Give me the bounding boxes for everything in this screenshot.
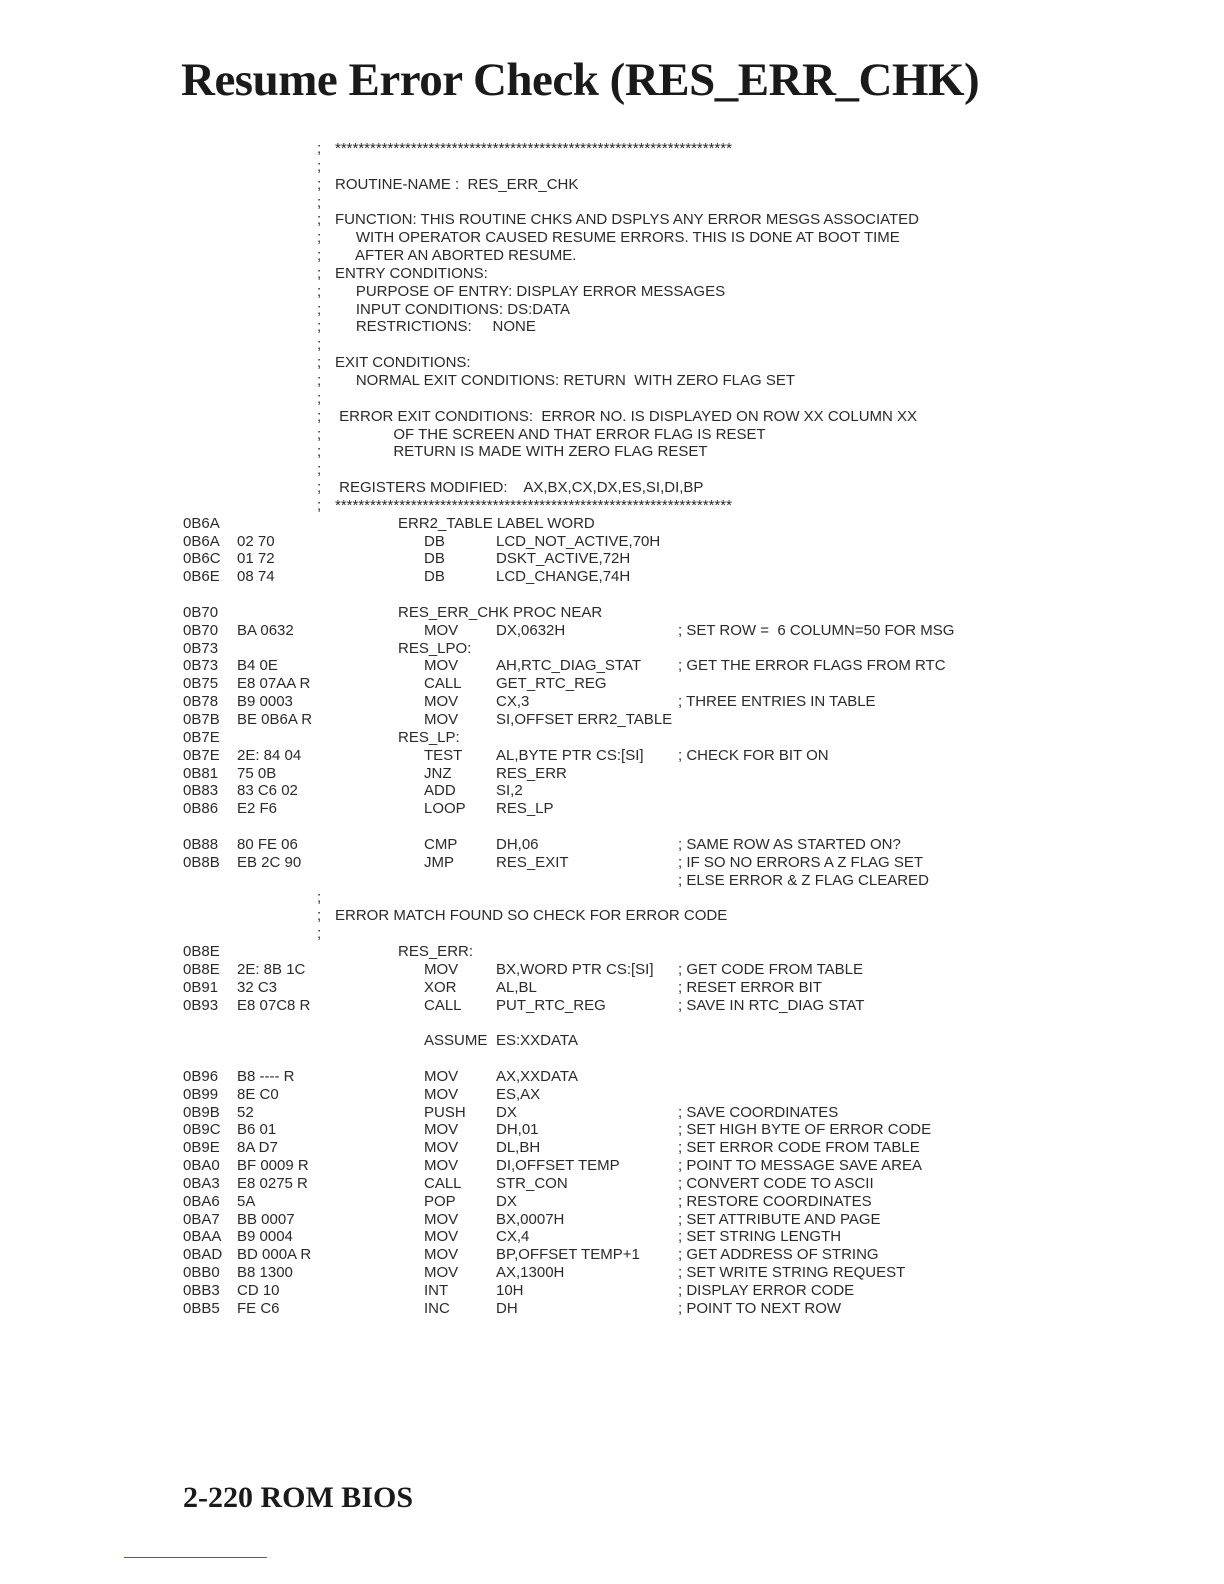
operand: DX — [496, 1103, 517, 1121]
mnemonic: JMP — [424, 853, 454, 871]
listing-line — [0, 1121, 1224, 1139]
listing-line — [0, 961, 1224, 979]
mnemonic: MOV — [424, 1067, 459, 1085]
object-code: EB 2C 90 — [237, 853, 302, 871]
object-code: 52 — [237, 1103, 254, 1121]
comment-marker: ; — [317, 193, 322, 211]
object-code: E8 07C8 R — [237, 996, 311, 1014]
address: 0B81 — [183, 764, 219, 782]
listing-line — [0, 1014, 1224, 1032]
inline-comment: ; SET ROW = 6 COLUMN=50 FOR MSG — [678, 621, 955, 639]
address: 0B8E — [183, 942, 220, 960]
mnemonic: MOV — [424, 1264, 459, 1282]
address: 0BAA — [183, 1228, 222, 1246]
object-code: B8 ---- R — [237, 1067, 295, 1085]
object-code: 8A D7 — [237, 1139, 278, 1157]
comment-text: ENTRY CONDITIONS: — [335, 264, 488, 282]
label: ERR2_TABLE LABEL WORD — [398, 514, 595, 532]
address: 0B88 — [183, 835, 219, 853]
object-code: 2E: 8B 1C — [237, 960, 306, 978]
address: 0BB3 — [183, 1282, 220, 1299]
listing-line — [0, 622, 1224, 640]
page-footer: 2-220 ROM BIOS — [183, 1481, 414, 1514]
object-code: BB 0007 — [237, 1210, 295, 1228]
inline-comment: ; CHECK FOR BIT ON — [678, 746, 829, 764]
inline-comment: ; POINT TO MESSAGE SAVE AREA — [678, 1157, 922, 1175]
listing-line — [0, 1032, 1224, 1050]
inline-comment: ; SET WRITE STRING REQUEST — [678, 1264, 906, 1282]
object-code: 08 74 — [237, 568, 275, 586]
inline-comment: ; IF SO NO ERRORS A Z FLAG SET — [678, 853, 924, 871]
comment-marker: ; — [317, 264, 322, 282]
label: RES_LP: — [398, 728, 460, 746]
comment-text: OF THE SCREEN AND THAT ERROR FLAG IS RESET — [335, 425, 766, 443]
operand: LCD_NOT_ACTIVE,70H — [496, 532, 661, 550]
address: 0B9E — [183, 1139, 220, 1157]
label: RES_ERR_CHK PROC NEAR — [398, 603, 603, 621]
listing-line — [0, 1228, 1224, 1246]
mnemonic: LOOP — [424, 800, 466, 818]
address: 0B8B — [183, 853, 220, 871]
operand: CX,4 — [496, 1228, 530, 1246]
listing-line — [0, 1139, 1224, 1157]
operand: RES_ERR — [496, 764, 567, 782]
operand: DX — [496, 1192, 517, 1210]
listing-line — [0, 568, 1224, 586]
inline-comment: ; GET ADDRESS OF STRING — [678, 1246, 879, 1264]
comment-marker: ; — [317, 175, 322, 193]
address: 0B78 — [183, 693, 219, 711]
inline-comment: ; SAME ROW AS STARTED ON? — [678, 835, 901, 853]
object-code: FE C6 — [237, 1299, 280, 1317]
inline-comment: ; GET CODE FROM TABLE — [678, 960, 864, 978]
mnemonic: POP — [424, 1192, 456, 1210]
listing-line — [0, 818, 1224, 836]
address: 0B83 — [183, 782, 219, 800]
mnemonic: DB — [424, 550, 445, 568]
operand: AH,RTC_DIAG_STAT — [496, 657, 642, 675]
page-title: Resume Error Check (RES_ERR_CHK) — [181, 54, 980, 106]
listing-line — [0, 729, 1224, 747]
listing-line — [0, 997, 1224, 1015]
object-code: B6 01 — [237, 1121, 277, 1139]
listing-line — [0, 872, 1224, 890]
address: 0BB5 — [183, 1299, 220, 1317]
assembly-listing — [0, 140, 1224, 1318]
comment-marker: ; — [317, 407, 322, 425]
mnemonic: INT — [424, 1282, 449, 1299]
mnemonic: MOV — [424, 1085, 459, 1103]
inline-comment: ; RESET ERROR BIT — [678, 978, 822, 996]
listing-line — [0, 1175, 1224, 1193]
listing-line — [0, 747, 1224, 765]
listing-line — [0, 301, 1224, 319]
listing-line — [0, 533, 1224, 551]
address: 0BA7 — [183, 1210, 220, 1228]
operand: LCD_CHANGE,74H — [496, 568, 631, 586]
listing-line — [0, 711, 1224, 729]
address: 0B96 — [183, 1067, 219, 1085]
inline-comment: ; POINT TO NEXT ROW — [678, 1299, 842, 1317]
address: 0B91 — [183, 978, 219, 996]
comment-text: PURPOSE OF ENTRY: DISPLAY ERROR MESSAGES — [335, 282, 726, 300]
operand: GET_RTC_REG — [496, 675, 607, 693]
listing-line — [0, 479, 1224, 497]
operand: BX,WORD PTR CS:[SI] — [496, 960, 654, 978]
comment-text: INPUT CONDITIONS: DS:DATA — [335, 300, 571, 318]
listing-line — [0, 194, 1224, 212]
mnemonic: MOV — [424, 711, 459, 728]
mnemonic: CALL — [424, 675, 462, 693]
comment-marker: ; — [317, 479, 322, 497]
inline-comment: ; SET HIGH BYTE OF ERROR CODE — [678, 1121, 932, 1139]
listing-line — [0, 586, 1224, 604]
comment-text: WITH OPERATOR CAUSED RESUME ERRORS. THIS IS DONE AT BOOT TIME — [335, 229, 900, 247]
address: 0B9B — [183, 1103, 220, 1121]
object-code: E8 07AA R — [237, 675, 311, 693]
object-code: 83 C6 02 — [237, 782, 298, 800]
label: RES_LPO: — [398, 639, 472, 657]
object-code: E2 F6 — [237, 800, 278, 818]
listing-line — [0, 693, 1224, 711]
listing-line — [0, 943, 1224, 961]
comment-text: ROUTINE-NAME : RES_ERR_CHK — [335, 175, 579, 193]
listing-line — [0, 979, 1224, 997]
operand: 10H — [496, 1282, 524, 1299]
listing-line — [0, 176, 1224, 194]
listing-line — [0, 318, 1224, 336]
mnemonic: DB — [424, 532, 445, 550]
operand: DI,OFFSET TEMP — [496, 1157, 620, 1175]
mnemonic: MOV — [424, 960, 459, 978]
inline-comment: ; THREE ENTRIES IN TABLE — [678, 693, 876, 711]
inline-comment: ; SAVE COORDINATES — [678, 1103, 839, 1121]
listing-line — [0, 443, 1224, 461]
address: 0B9C — [183, 1121, 221, 1139]
comment-marker: ; — [317, 925, 322, 943]
listing-line — [0, 1282, 1224, 1300]
address: 0B7B — [183, 711, 220, 728]
object-code: 01 72 — [237, 550, 275, 568]
listing-line — [0, 1264, 1224, 1282]
object-code: E8 0275 R — [237, 1174, 308, 1192]
listing-line — [0, 354, 1224, 372]
inline-comment: ; SAVE IN RTC_DIAG STAT — [678, 996, 865, 1014]
listing-line — [0, 1068, 1224, 1086]
inline-comment: ; RESTORE COORDINATES — [678, 1192, 872, 1210]
inline-comment: ; ELSE ERROR & Z FLAG CLEARED — [678, 871, 929, 889]
mnemonic: MOV — [424, 1157, 459, 1175]
comment-text: ******************************************************************** — [335, 140, 732, 157]
comment-text: NORMAL EXIT CONDITIONS: RETURN WITH ZERO FLAG SET — [335, 371, 796, 389]
address: 0B73 — [183, 657, 219, 675]
address: 0B73 — [183, 639, 219, 657]
listing-line — [0, 1211, 1224, 1229]
mnemonic: XOR — [424, 978, 457, 996]
operand: DH,01 — [496, 1121, 539, 1139]
comment-text: RETURN IS MADE WITH ZERO FLAG RESET — [335, 443, 708, 461]
operand: PUT_RTC_REG — [496, 996, 606, 1014]
operand: BX,0007H — [496, 1210, 565, 1228]
address: 0BA0 — [183, 1157, 220, 1175]
comment-text: ERROR EXIT CONDITIONS: ERROR NO. IS DISPLAYED ON ROW XX COLUMN XX — [335, 407, 918, 425]
inline-comment: ; GET THE ERROR FLAGS FROM RTC — [678, 657, 946, 675]
operand: DSKT_ACTIVE,72H — [496, 550, 631, 568]
inline-comment: ; CONVERT CODE TO ASCII — [678, 1174, 874, 1192]
address: 0B70 — [183, 621, 219, 639]
listing-line — [0, 1157, 1224, 1175]
comment-text: FUNCTION: THIS ROUTINE CHKS AND DSPLYS ANY ERROR MESGS ASSOCIATED — [335, 211, 919, 229]
listing-line — [0, 265, 1224, 283]
object-code: B8 1300 — [237, 1264, 293, 1282]
listing-line — [0, 1104, 1224, 1122]
mnemonic: MOV — [424, 657, 459, 675]
mnemonic: MOV — [424, 1121, 459, 1139]
object-code: B9 0004 — [237, 1228, 293, 1246]
listing-line — [0, 889, 1224, 907]
comment-marker: ; — [317, 157, 322, 175]
listing-line — [0, 1193, 1224, 1211]
listing-line — [0, 247, 1224, 265]
inline-comment: ; SET STRING LENGTH — [678, 1228, 842, 1246]
object-code: 32 C3 — [237, 978, 278, 996]
address: 0B75 — [183, 675, 219, 693]
mnemonic: ADD — [424, 782, 456, 800]
operand: STR_CON — [496, 1174, 568, 1192]
listing-line — [0, 372, 1224, 390]
listing-line — [0, 229, 1224, 247]
address: 0B93 — [183, 996, 219, 1014]
listing-line — [0, 211, 1224, 229]
comment-marker: ; — [317, 140, 322, 157]
address: 0BB0 — [183, 1264, 220, 1282]
object-code: B4 0E — [237, 657, 278, 675]
address: 0BAD — [183, 1246, 223, 1264]
operand: ES,AX — [496, 1085, 541, 1103]
footer-rule — [124, 1557, 267, 1558]
listing-line — [0, 158, 1224, 176]
comment-marker: ; — [317, 461, 322, 479]
mnemonic: MOV — [424, 1246, 459, 1264]
operand: AL,BYTE PTR CS:[SI] — [496, 746, 644, 764]
object-code: BF 0009 R — [237, 1157, 309, 1175]
mnemonic: PUSH — [424, 1103, 466, 1121]
object-code: BA 0632 — [237, 621, 294, 639]
listing-line — [0, 907, 1224, 925]
listing-line — [0, 925, 1224, 943]
listing-line — [0, 640, 1224, 658]
comment-text: ERROR MATCH FOUND SO CHECK FOR ERROR CODE — [335, 907, 728, 925]
object-code: B9 0003 — [237, 693, 293, 711]
address: 0B6C — [183, 550, 221, 568]
address: 0B7E — [183, 746, 220, 764]
comment-marker: ; — [317, 907, 322, 925]
comment-text: AFTER AN ABORTED RESUME. — [335, 247, 577, 265]
listing-line — [0, 657, 1224, 675]
listing-line — [0, 336, 1224, 354]
operand: DL,BH — [496, 1139, 541, 1157]
listing-line — [0, 675, 1224, 693]
comment-marker: ; — [317, 211, 322, 229]
operand: AL,BL — [496, 978, 537, 996]
object-code: 8E C0 — [237, 1085, 279, 1103]
object-code: 5A — [237, 1192, 256, 1210]
operand: RES_LP — [496, 800, 554, 818]
mnemonic: MOV — [424, 693, 459, 711]
object-code: 80 FE 06 — [237, 835, 298, 853]
listing-line — [0, 1246, 1224, 1264]
comment-text: EXIT CONDITIONS: — [335, 354, 471, 372]
comment-text: REGISTERS MODIFIED: AX,BX,CX,DX,ES,SI,DI,BP — [335, 479, 704, 497]
mnemonic: CMP — [424, 835, 458, 853]
address: 0B70 — [183, 603, 219, 621]
address: 0B86 — [183, 800, 219, 818]
listing-line — [0, 426, 1224, 444]
listing-line — [0, 515, 1224, 533]
listing-line — [0, 283, 1224, 301]
comment-marker: ; — [317, 425, 322, 443]
comment-text: ******************************************************************** — [335, 496, 732, 514]
address: 0B7E — [183, 728, 220, 746]
comment-marker: ; — [317, 336, 322, 354]
object-code: BD 000A R — [237, 1246, 312, 1264]
comment-marker: ; — [317, 889, 322, 907]
address: 0B6A — [183, 532, 220, 550]
listing-line — [0, 782, 1224, 800]
operand: SI,2 — [496, 782, 523, 800]
comment-marker: ; — [317, 389, 322, 407]
mnemonic: MOV — [424, 1210, 459, 1228]
listing-line — [0, 550, 1224, 568]
mnemonic: CALL — [424, 1174, 462, 1192]
listing-line — [0, 854, 1224, 872]
listing-line — [0, 604, 1224, 622]
listing-line — [0, 1050, 1224, 1068]
mnemonic: JNZ — [424, 764, 452, 782]
inline-comment: ; SET ATTRIBUTE AND PAGE — [678, 1210, 881, 1228]
operand: ES:XXDATA — [496, 1032, 578, 1050]
comment-marker: ; — [317, 371, 322, 389]
comment-marker: ; — [317, 229, 322, 247]
listing-line — [0, 390, 1224, 408]
comment-marker: ; — [317, 300, 322, 318]
comment-text: RESTRICTIONS: NONE — [335, 318, 536, 336]
label: RES_ERR: — [398, 942, 474, 960]
mnemonic: MOV — [424, 1139, 459, 1157]
listing-line — [0, 408, 1224, 426]
mnemonic: MOV — [424, 1228, 459, 1246]
address: 0B99 — [183, 1085, 219, 1103]
operand: RES_EXIT — [496, 853, 569, 871]
inline-comment: ; SET ERROR CODE FROM TABLE — [678, 1139, 920, 1157]
operand: AX,1300H — [496, 1264, 565, 1282]
operand: AX,XXDATA — [496, 1067, 578, 1085]
object-code: 02 70 — [237, 532, 275, 550]
mnemonic: TEST — [424, 746, 463, 764]
listing-line — [0, 765, 1224, 783]
comment-marker: ; — [317, 496, 322, 514]
listing-line — [0, 461, 1224, 479]
address: 0B8E — [183, 960, 220, 978]
object-code: BE 0B6A R — [237, 711, 313, 728]
listing-line — [0, 497, 1224, 515]
operand: CX,3 — [496, 693, 530, 711]
operand: DH — [496, 1299, 518, 1317]
operand: BP,OFFSET TEMP+1 — [496, 1246, 640, 1264]
listing-line — [0, 1300, 1224, 1318]
object-code: CD 10 — [237, 1282, 280, 1299]
operand: DH,06 — [496, 835, 539, 853]
mnemonic: CALL — [424, 996, 462, 1014]
address: 0B6E — [183, 568, 220, 586]
comment-marker: ; — [317, 247, 322, 265]
mnemonic: MOV — [424, 621, 459, 639]
address: 0B6A — [183, 514, 220, 532]
comment-marker: ; — [317, 282, 322, 300]
mnemonic: ASSUME — [424, 1032, 488, 1050]
inline-comment: ; DISPLAY ERROR CODE — [678, 1282, 855, 1299]
object-code: 75 0B — [237, 764, 277, 782]
mnemonic: DB — [424, 568, 445, 586]
comment-marker: ; — [317, 318, 322, 336]
operand: SI,OFFSET ERR2_TABLE — [496, 711, 673, 728]
listing-line — [0, 800, 1224, 818]
address: 0BA6 — [183, 1192, 220, 1210]
address: 0BA3 — [183, 1174, 220, 1192]
comment-marker: ; — [317, 443, 322, 461]
operand: DX,0632H — [496, 621, 566, 639]
mnemonic: INC — [424, 1299, 450, 1317]
object-code: 2E: 84 04 — [237, 746, 302, 764]
listing-line — [0, 140, 1224, 158]
listing-line — [0, 1086, 1224, 1104]
comment-marker: ; — [317, 354, 322, 372]
listing-line — [0, 836, 1224, 854]
